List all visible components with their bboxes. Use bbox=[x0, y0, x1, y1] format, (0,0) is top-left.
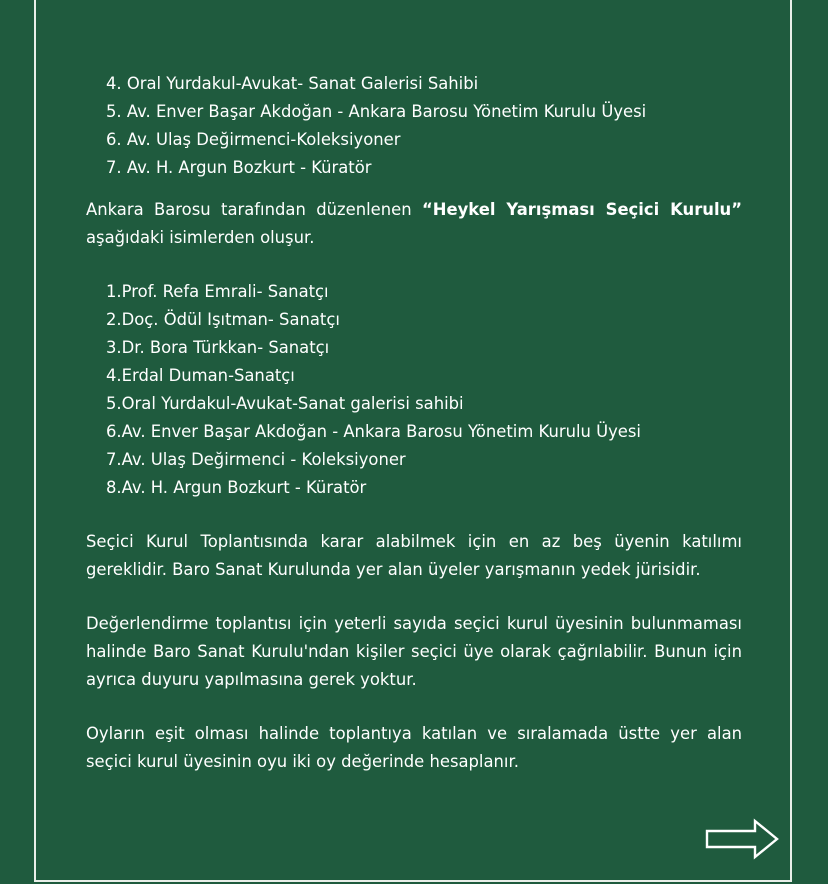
list-item: 4.Erdal Duman-Sanatçı bbox=[106, 366, 295, 385]
list-item: 3.Dr. Bora Türkkan- Sanatçı bbox=[106, 338, 330, 357]
list-item: 6.Av. Enver Başar Akdoğan - Ankara Barosu Yönetim Kurulu Üyesi bbox=[106, 422, 641, 441]
intro-paragraph bbox=[86, 196, 742, 252]
list-item: 6. Av. Ulaş Değirmenci-Koleksiyoner bbox=[106, 130, 401, 149]
jury-list-partial bbox=[86, 70, 742, 182]
intro-text-after: aşağıdaki isimlerden oluşur. bbox=[86, 228, 315, 247]
arrow-right-icon[interactable] bbox=[704, 818, 780, 860]
list-item: 2.Doç. Ödül Işıtman- Sanatçı bbox=[106, 310, 340, 329]
jury-list bbox=[86, 278, 742, 502]
list-item: 4. Oral Yurdakul-Avukat- Sanat Galerisi Sahibi bbox=[106, 74, 479, 93]
jury-title: “Heykel Yarışması Seçici Kurulu” bbox=[421, 200, 743, 219]
substitute-paragraph: Değerlendirme toplantısı için yeterli sayıda seçici kurul üyesinin bulunmaması halinde Baro Sanat Kurulu'ndan kişiler seçici üye olarak çağrılabilir. Bunun için ayrıca duyuru yapılmasına gerek yoktur. bbox=[86, 614, 742, 689]
tie-vote-paragraph: Oyların eşit olması halinde toplantıya katılan ve sıralamada üstte yer alan seçici kurul üyesinin oyu iki oy değerinde hesaplanır. bbox=[86, 724, 742, 771]
intro-text-before: Ankara Barosu tarafından düzenlenen bbox=[86, 200, 422, 219]
list-item: 1.Prof. Refa Emrali- Sanatçı bbox=[106, 282, 329, 301]
list-item: 7. Av. H. Argun Bozkurt - Küratör bbox=[106, 158, 372, 177]
list-item: 7.Av. Ulaş Değirmenci - Koleksiyoner bbox=[106, 450, 406, 469]
list-item: 8.Av. H. Argun Bozkurt - Küratör bbox=[106, 478, 367, 497]
list-item: 5. Av. Enver Başar Akdoğan - Ankara Barosu Yönetim Kurulu Üyesi bbox=[106, 102, 647, 121]
document-body bbox=[86, 70, 742, 776]
list-item: 5.Oral Yurdakul-Avukat-Sanat galerisi sahibi bbox=[106, 394, 464, 413]
quorum-paragraph: Seçici Kurul Toplantısında karar alabilmek için en az beş üyenin katılımı gereklidir. Baro Sanat Kurulunda yer alan üyeler yarışmanın yedek jürisidir. bbox=[86, 532, 742, 579]
